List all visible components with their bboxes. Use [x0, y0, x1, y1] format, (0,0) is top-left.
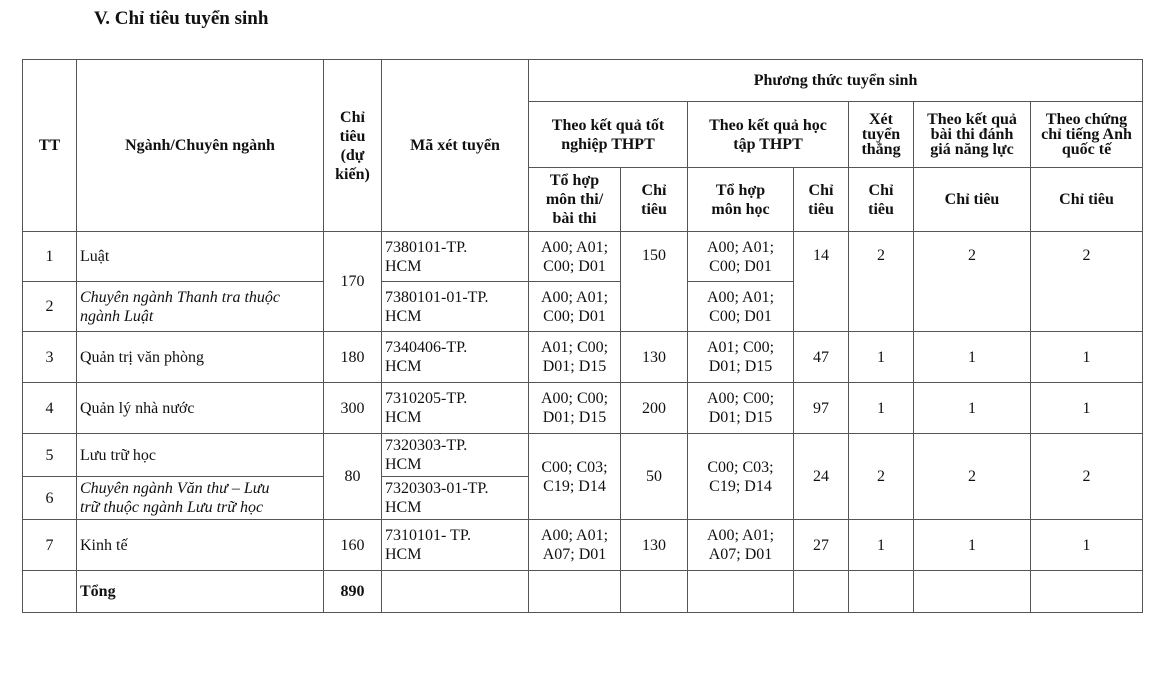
row-english-quota: 1: [1031, 332, 1143, 383]
row-major: Quản trị văn phòng: [77, 332, 324, 383]
row-record-quota: 47: [794, 332, 849, 383]
row-major: Chuyên ngành Thanh tra thuộc ngành Luật: [77, 282, 324, 332]
row-direct-quota: 1: [849, 332, 914, 383]
row-quota: 80: [324, 434, 382, 520]
total-tt: [23, 571, 77, 613]
header-record-quota: Chỉ tiêu: [794, 168, 849, 232]
row-exam-combination: A00; A01; C00; D01: [529, 232, 621, 282]
row-exam-combination: A00; C00; D01; D15: [529, 383, 621, 434]
total-empty-cell: [529, 571, 621, 613]
row-quota: 160: [324, 520, 382, 571]
header-direct-quota: Chỉ tiêu: [849, 168, 914, 232]
total-empty-cell: [382, 571, 529, 613]
row-english-quota: 1: [1031, 383, 1143, 434]
row-code: 7320303-01-TP. HCM: [382, 477, 529, 520]
row-major: Quản lý nhà nước: [77, 383, 324, 434]
row-record-combination: C00; C03; C19; D14: [688, 434, 794, 520]
row-major: Luật: [77, 232, 324, 282]
row-major: Lưu trữ học: [77, 434, 324, 477]
row-english-quota: 2: [1031, 232, 1143, 332]
row-record-combination: A00; A01; A07; D01: [688, 520, 794, 571]
row-record-quota: 24: [794, 434, 849, 520]
row-code: 7310205-TP. HCM: [382, 383, 529, 434]
row-tt: 4: [23, 383, 77, 434]
header-direct-admission: Xét tuyển thẳng: [849, 102, 914, 168]
row-exam-combination: A01; C00; D01; D15: [529, 332, 621, 383]
row-tt: 1: [23, 232, 77, 282]
total-quota: 890: [324, 571, 382, 613]
row-code: 7340406-TP. HCM: [382, 332, 529, 383]
row-tt: 2: [23, 282, 77, 332]
row-aptitude-quota: 2: [914, 434, 1031, 520]
header-record-combination: Tổ hợp môn học: [688, 168, 794, 232]
header-major: Ngành/Chuyên ngành: [77, 60, 324, 232]
row-record-quota: 97: [794, 383, 849, 434]
section-title: V. Chỉ tiêu tuyển sinh: [94, 8, 269, 29]
total-empty-cell: [849, 571, 914, 613]
table-row: [23, 232, 1143, 282]
row-english-quota: 1: [1031, 520, 1143, 571]
row-code: 7380101-01-TP. HCM: [382, 282, 529, 332]
row-direct-quota: 1: [849, 383, 914, 434]
row-tt: 7: [23, 520, 77, 571]
table-row: [23, 332, 1143, 383]
header-admission-methods: Phương thức tuyển sinh: [529, 60, 1143, 102]
total-empty-cell: [621, 571, 688, 613]
total-empty-cell: [1031, 571, 1143, 613]
table-row: [23, 520, 1143, 571]
header-exam-quota: Chỉ tiêu: [621, 168, 688, 232]
header-thpt-record: Theo kết quả học tập THPT: [688, 102, 849, 168]
row-record-combination: A00; A01; C00; D01: [688, 232, 794, 282]
row-quota: 170: [324, 232, 382, 332]
row-tt: 5: [23, 434, 77, 477]
row-code: 7310101- TP. HCM: [382, 520, 529, 571]
row-code: 7380101-TP. HCM: [382, 232, 529, 282]
row-code: 7320303-TP. HCM: [382, 434, 529, 477]
header-english-certificate: Theo chứng chỉ tiếng Anh quốc tế: [1031, 102, 1143, 168]
row-record-combination: A00; C00; D01; D15: [688, 383, 794, 434]
row-exam-quota: 130: [621, 520, 688, 571]
row-tt: 6: [23, 477, 77, 520]
header-english-quota: Chỉ tiêu: [1031, 168, 1143, 232]
row-exam-quota: 200: [621, 383, 688, 434]
row-aptitude-quota: 2: [914, 232, 1031, 332]
row-tt: 3: [23, 332, 77, 383]
header-tt: TT: [23, 60, 77, 232]
row-exam-quota: 130: [621, 332, 688, 383]
row-major: Kinh tế: [77, 520, 324, 571]
row-aptitude-quota: 1: [914, 332, 1031, 383]
row-direct-quota: 2: [849, 232, 914, 332]
row-exam-quota: 50: [621, 434, 688, 520]
row-english-quota: 2: [1031, 434, 1143, 520]
header-aptitude-quota: Chỉ tiêu: [914, 168, 1031, 232]
header-code: Mã xét tuyển: [382, 60, 529, 232]
total-row: [23, 571, 1143, 613]
row-record-combination: A00; A01; C00; D01: [688, 282, 794, 332]
row-record-quota: 27: [794, 520, 849, 571]
total-empty-cell: [794, 571, 849, 613]
header-aptitude-test: Theo kết quả bài thi đánh giá năng lực: [914, 102, 1031, 168]
row-record-quota: 14: [794, 232, 849, 332]
header-exam-combination: Tổ hợp môn thi/ bài thi: [529, 168, 621, 232]
row-quota: 180: [324, 332, 382, 383]
total-empty-cell: [914, 571, 1031, 613]
total-label: Tổng: [77, 571, 324, 613]
header-thpt-exam: Theo kết quả tốt nghiệp THPT: [529, 102, 688, 168]
row-exam-quota: 150: [621, 232, 688, 332]
row-direct-quota: 2: [849, 434, 914, 520]
admission-quota-table: [22, 59, 1143, 613]
row-exam-combination: A00; A01; C00; D01: [529, 282, 621, 332]
table-row: [23, 434, 1143, 477]
row-exam-combination: A00; A01; A07; D01: [529, 520, 621, 571]
row-major: Chuyên ngành Văn thư – Lưu trữ thuộc ngành Lưu trữ học: [77, 477, 324, 520]
total-empty-cell: [688, 571, 794, 613]
table-row: [23, 383, 1143, 434]
row-quota: 300: [324, 383, 382, 434]
header-quota: Chỉ tiêu (dự kiến): [324, 60, 382, 232]
row-record-combination: A01; C00; D01; D15: [688, 332, 794, 383]
row-exam-combination: C00; C03; C19; D14: [529, 434, 621, 520]
row-aptitude-quota: 1: [914, 383, 1031, 434]
row-aptitude-quota: 1: [914, 520, 1031, 571]
row-direct-quota: 1: [849, 520, 914, 571]
